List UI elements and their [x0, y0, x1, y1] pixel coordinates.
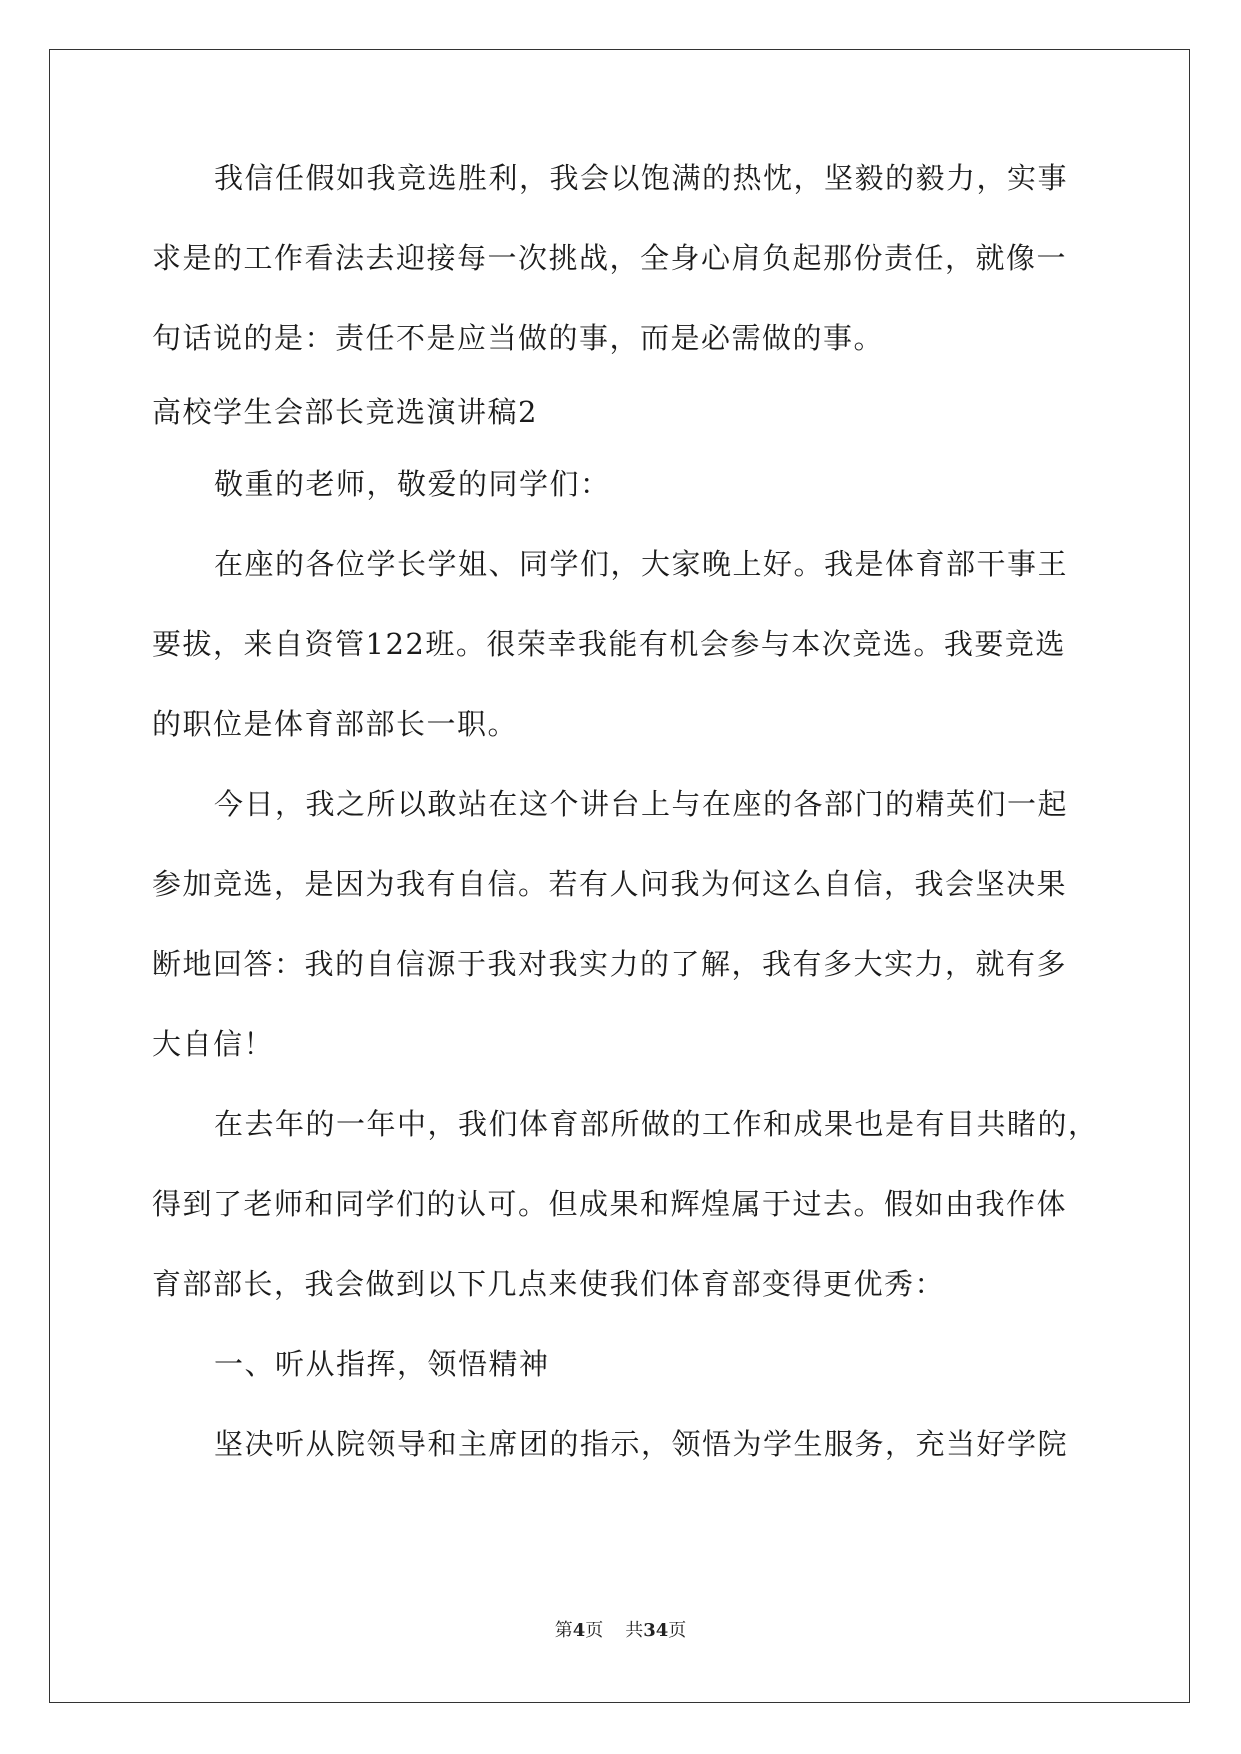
paragraph-line: 在去年的一年中，我们体育部所做的工作和成果也是有目共睹的，	[214, 1107, 1099, 1141]
paragraph-line: 句话说的是：责任不是应当做的事，而是必需做的事。	[152, 321, 885, 355]
paragraph-line: 今日，我之所以敢站在这个讲台上与在座的各部门的精英们一起	[214, 787, 1069, 821]
paragraph-line: 得到了老师和同学们的认可。但成果和辉煌属于过去。假如由我作体	[152, 1187, 1068, 1221]
footer-prefix: 第	[554, 1620, 573, 1641]
current-page-number: 4	[572, 1620, 586, 1641]
paragraph-line: 我信任假如我竞选胜利，我会以饱满的热忱，坚毅的毅力，实事	[214, 161, 1069, 195]
paragraph-line: 坚决听从院领导和主席团的指示，领悟为学生服务，充当好学院	[214, 1427, 1069, 1461]
paragraph-line: 的职位是体育部部长一职。	[152, 707, 519, 741]
paragraph-line: 育部部长，我会做到以下几点来使我们体育部变得更优秀：	[152, 1267, 946, 1301]
paragraph-line: 断地回答：我的自信源于我对我实力的了解，我有多大实力，就有多	[152, 947, 1068, 981]
salutation-line: 敬重的老师，敬爱的同学们：	[214, 467, 611, 501]
total-page-count: 34	[643, 1620, 669, 1641]
paragraph-line: 参加竞选，是因为我有自信。若有人问我为何这么自信，我会坚决果	[152, 867, 1068, 901]
footer-total-prefix: 共	[625, 1620, 644, 1641]
footer-total-suffix: 页	[668, 1620, 687, 1641]
page-footer	[0, 1616, 1241, 1642]
footer-page-suffix: 页	[585, 1620, 604, 1641]
paragraph-line: 要拔，来自资管122班。很荣幸我能有机会参与本次竞选。我要竞选	[152, 627, 1066, 661]
paragraph-line: 求是的工作看法去迎接每一次挑战，全身心肩负起那份责任，就像一	[152, 241, 1068, 275]
paragraph-line: 在座的各位学长学姐、同学们，大家晚上好。我是体育部干事王	[214, 547, 1069, 581]
section-heading: 高校学生会部长竞选演讲稿2	[152, 395, 538, 429]
paragraph-line: 大自信！	[152, 1027, 275, 1061]
list-heading: 一、听从指挥，领悟精神	[214, 1347, 550, 1381]
